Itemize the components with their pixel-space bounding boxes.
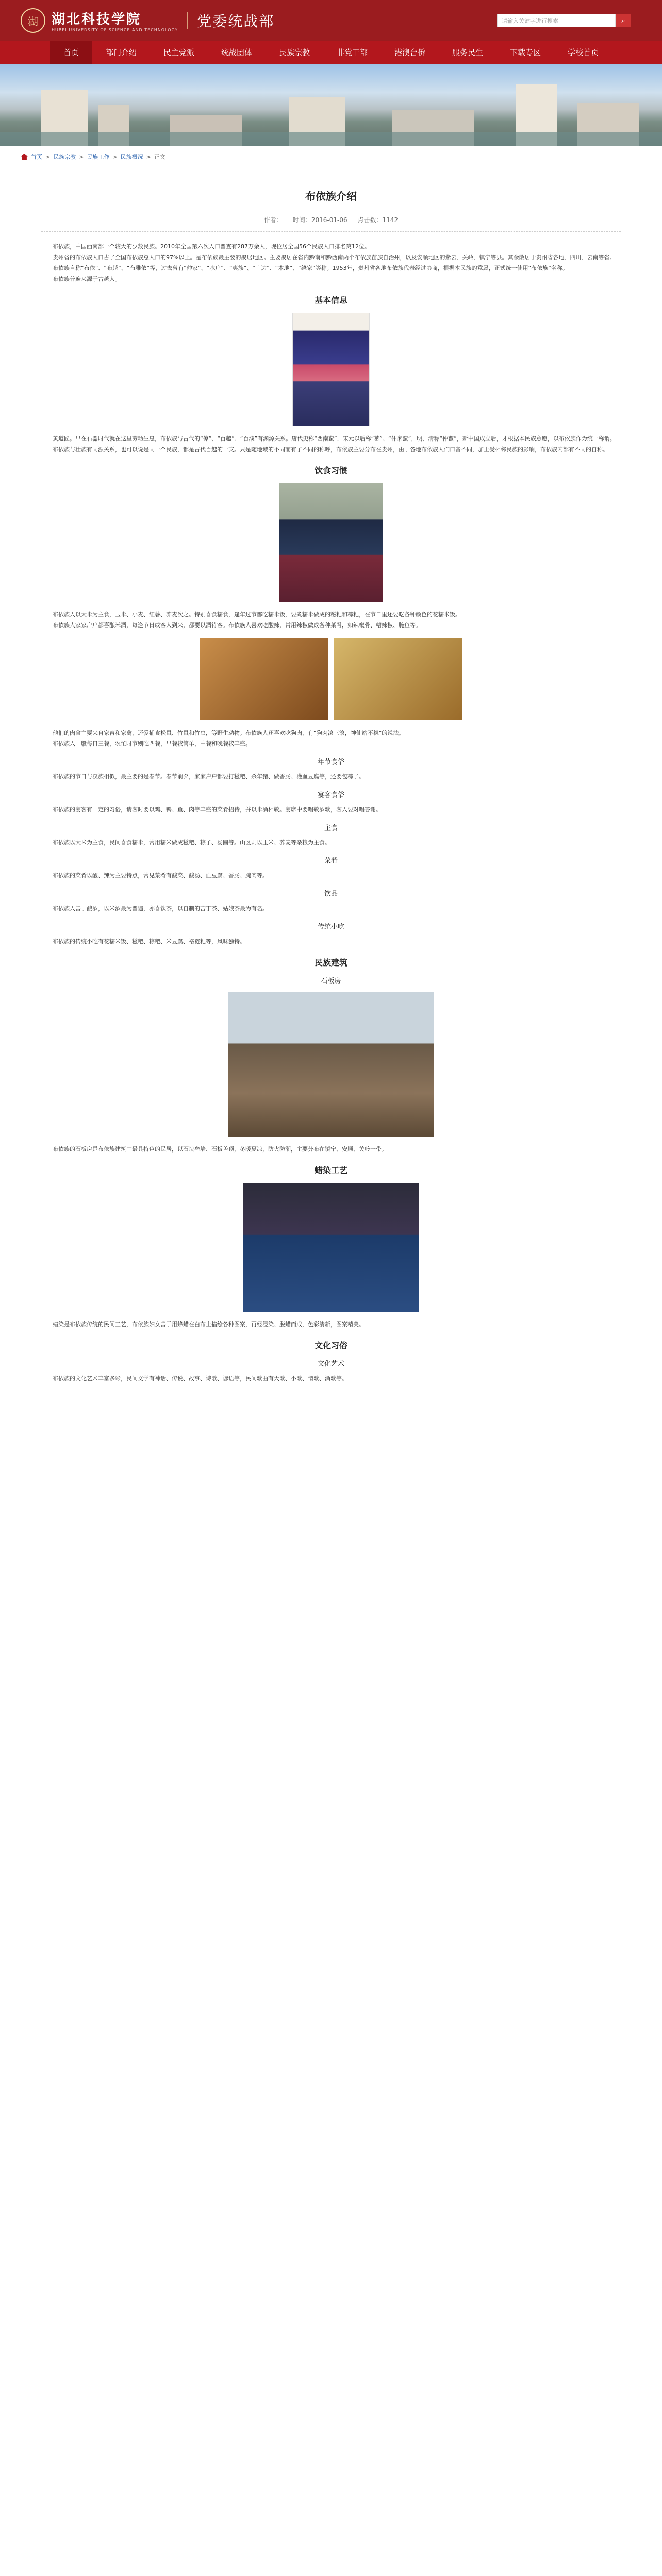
subsection-heading: 主食	[324, 824, 338, 832]
search-icon: ⌕	[621, 16, 625, 25]
paragraph: 布依族的文化艺术丰富多彩，民间文学有神话、传说、故事、诗歌、谚语等，民间歌曲有大歌、小歌、情歌、酒歌等。	[53, 1375, 347, 1382]
nav-item-hk-macao-tw[interactable]: 港澳台侨	[394, 48, 426, 57]
article-time: 时间：2016-01-06	[292, 216, 347, 224]
nav-item-home[interactable]: 首页	[50, 41, 92, 64]
breadcrumb: 首页 > 民族宗教 > 民族工作 > 民族概况 > 正文	[21, 146, 641, 167]
school-seal-icon: 湖	[21, 8, 45, 33]
paragraph: 布依族，中国西南部一个较大的少数民族。2010年全国第六次人口普查有287万余人，现位居全国56个民族人口排名第12位。	[53, 243, 370, 250]
article	[21, 167, 641, 1415]
breadcrumb-home[interactable]: 首页	[31, 154, 42, 160]
nav-item-parties[interactable]: 民主党派	[163, 48, 194, 57]
subsection-heading: 石板房	[321, 977, 341, 985]
school-name-en: HUBEI UNIVERSITY OF SCIENCE AND TECHNOLOGY	[52, 28, 178, 32]
subsection-heading: 菜肴	[324, 857, 338, 865]
breadcrumb-ethnic-overview[interactable]: 民族概况	[120, 154, 143, 160]
breadcrumb-ethnic-religion[interactable]: 民族宗教	[53, 154, 76, 160]
nav-item-livelihood[interactable]: 服务民生	[452, 48, 484, 57]
main-nav	[0, 41, 662, 64]
breadcrumb-ethnic-work[interactable]: 民族工作	[87, 154, 110, 160]
nav-item-groups[interactable]: 统战团体	[221, 48, 252, 57]
paragraph: 布依族与壮族有同源关系，也可以说是同一个民族，都是古代百越的一支。只是随地域的不同而有了不同的称呼，布依族主要分布在贵州，由于各地布依族人们口音不同，加上受相邻民族的影响，布依族内部有不同的自称。	[53, 446, 608, 453]
campus-banner-image	[0, 64, 662, 146]
paragraph: 蜡染是布依族传统的民间工艺，布依族妇女善于用蜂蜡在白布上描绘各种图案，再经浸染、脱蜡而成，色彩清新，图案精美。	[53, 1321, 365, 1328]
search-box	[497, 14, 631, 27]
breadcrumb-current: 正文	[154, 154, 166, 160]
nav-item-department[interactable]: 部门介绍	[105, 48, 137, 57]
article-meta	[41, 215, 621, 232]
woman-portrait-photo	[279, 483, 383, 602]
section-heading: 饮食习惯	[314, 466, 347, 476]
paragraph: 贵州省的布依族人口占了全国布依族总人口的97%以上。是布依族最主要的聚居地区。主要聚居在省内黔南和黔西南两个布依族苗族自治州，以及安顺地区的紫云、关岭、镇宁等县。其余散居于贵州省各地、四川、云南等省。	[53, 254, 616, 261]
nav-item-non-party[interactable]: 非党干部	[337, 48, 368, 57]
section-heading: 蜡染工艺	[314, 1165, 347, 1175]
search-input[interactable]: 请输入关键字进行搜索	[497, 14, 616, 27]
paragraph: 布依族人善于酿酒，以米酒最为普遍，亦喜饮茶，以自制的苦丁茶、姑娘茶最为有名。	[53, 905, 268, 912]
paragraph: 布依族的节日与汉族相似，最主要的是春节。春节前夕，家家户户都要打糍粑、杀年猪、做香肠、灌血豆腐等，还要包粽子。	[53, 773, 365, 780]
paragraph: 布依族普遍来源于古越人。	[53, 276, 121, 282]
paragraph: 布依族的宴客有一定的习俗，请客时要以鸡、鸭、鱼、肉等丰盛的菜肴招待，并以米酒相敬。宴席中要唱敬酒歌，客人要对唱答谢。	[53, 806, 382, 813]
nav-item-downloads[interactable]: 下载专区	[510, 48, 541, 57]
batik-craft-photo	[243, 1183, 419, 1312]
paragraph: 布依族的传统小吃有花糯米饭、糍粑、粽粑、米豆腐、褡裢粑等，风味独特。	[53, 938, 245, 945]
article-clicks: 点击数：1142	[357, 216, 399, 224]
subsection-heading: 传统小吃	[317, 923, 344, 931]
costume-photo	[292, 313, 370, 426]
nav-item-ethnic-religion[interactable]: 民族宗教	[278, 48, 310, 57]
paragraph: 布依族的石板房是布依族建筑中最具特色的民居，以石块垒墙、石板盖顶，冬暖夏凉，防火防潮，主要分布在镇宁、安顺、关岭一带。	[53, 1146, 387, 1153]
school-brand[interactable]	[21, 8, 274, 33]
food-photo	[334, 638, 462, 720]
paragraph: 他们的肉食主要来自家畜和家禽，还爱捕食松鼠、竹鼠和竹虫，等野生动物。布依族人还喜欢吃狗肉，有“狗肉滚三滚，神仙站不稳”的说法。	[53, 730, 405, 736]
article-title: 布依族介绍	[305, 190, 357, 202]
paragraph: 布依族自称“布依”、“布越”、“布雅依”等，过去曾有“仲家”、“水户”、“夷族”、“土边”、“本地”、“绕家”等称。1953年，贵州省各地布依族代表经过协商，根据本民族的意愿，正式统一使用“布依族”名称。	[53, 265, 568, 272]
paragraph: 布依族的菜肴以酸、辣为主要特点，常见菜肴有酸菜、酸汤、血豆腐、香肠、腌肉等。	[53, 872, 268, 879]
paragraph: 黄道匠。早在石器时代就在这里劳动生息，布依族与古代的“僚”、“百越”、“百濮”有渊源关系。唐代史称“西南蛮”，宋元以后称“蕃”、“仲家蛮”，明、清称“仲蛮”，新中国成立后，才根据本民族意愿，以布依族作为统一称谓。	[53, 435, 616, 442]
paragraph: 布依族人以大米为主食，玉米、小麦、红薯、荞麦次之。特别喜食糯食，逢年过节都吃糯米饭，要煮糯米做成的糍粑和粽粑，在节日里还要吃各种颜色的花糯米饭。	[53, 611, 461, 618]
subsection-heading: 年节食俗	[317, 758, 344, 766]
paragraph: 布依族人家家户户都喜酿米酒，每逢节日或客人到来，都要以酒待客。布依族人喜欢吃酸辣，常用辣椒做成各种菜肴，如辣椒骨、糟辣椒、腌鱼等。	[53, 622, 421, 629]
section-heading: 基本信息	[314, 295, 347, 305]
stone-house-photo	[228, 992, 434, 1137]
paragraph: 布依族以大米为主食，民间喜食糯米，常用糯米做成糍粑、粽子、汤圆等。山区则以玉米、荞麦等杂粮为主食。	[53, 839, 330, 846]
site-header	[0, 0, 662, 41]
search-button[interactable]	[616, 14, 631, 27]
brand-divider	[187, 12, 188, 29]
home-icon	[21, 154, 28, 160]
school-name: 湖北科技学院	[52, 12, 142, 27]
subsection-heading: 宴客食俗	[317, 791, 344, 799]
nav-item-school-home[interactable]: 学校首页	[568, 48, 599, 57]
food-photo	[200, 638, 328, 720]
site-title: 党委统战部	[197, 13, 275, 30]
subsection-heading: 文化艺术	[317, 1360, 344, 1368]
article-author: 作者：	[263, 216, 283, 224]
section-heading: 民族建筑	[314, 958, 347, 968]
section-heading: 文化习俗	[314, 1341, 347, 1350]
paragraph: 布依族人一般每日三餐，农忙时节则吃四餐，早餐较简单，中餐和晚餐较丰盛。	[53, 740, 251, 747]
subsection-heading: 饮品	[324, 890, 338, 898]
